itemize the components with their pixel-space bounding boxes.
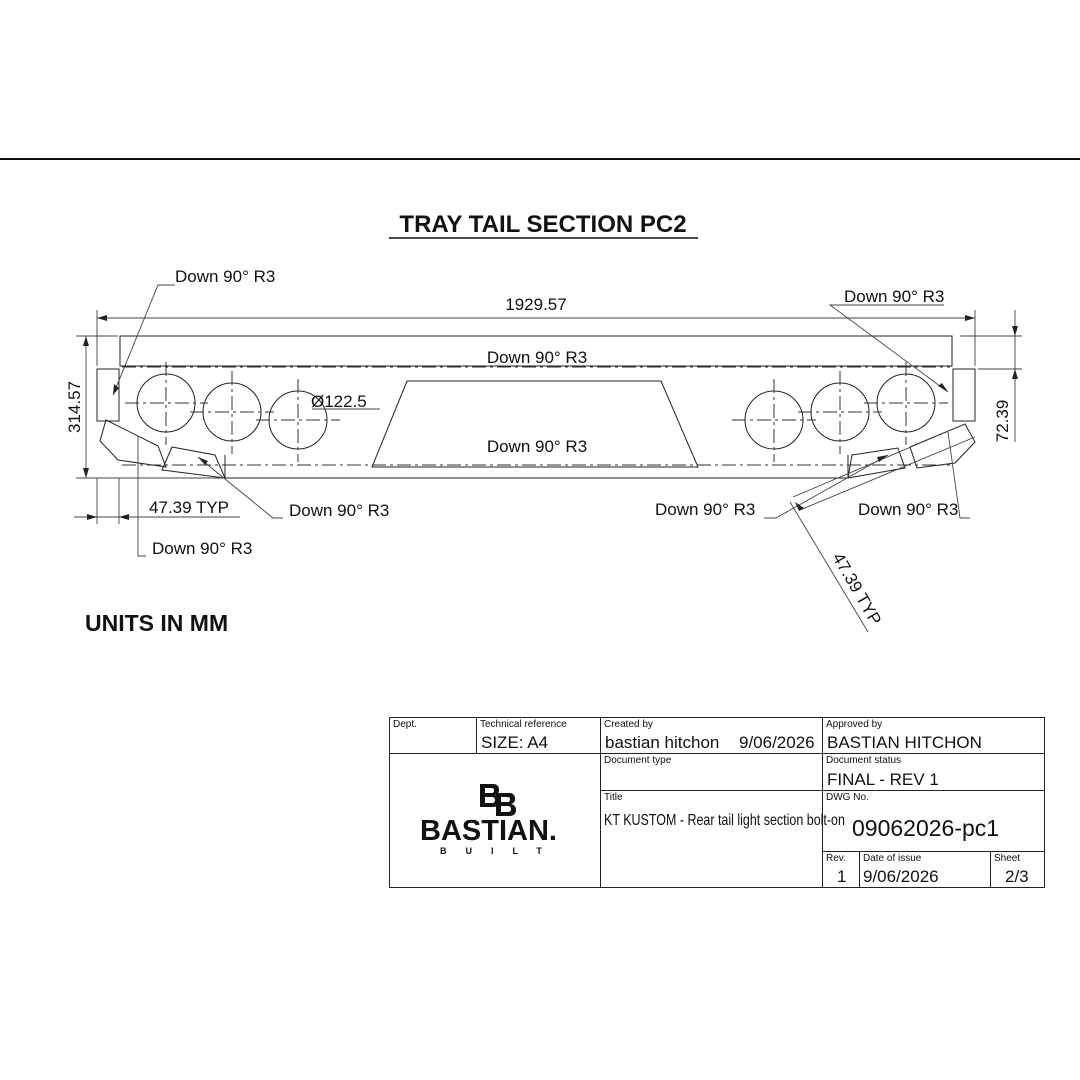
dwg-label: DWG No.	[826, 792, 869, 803]
sheet-label: Sheet	[994, 853, 1021, 864]
callout-bottom-right-mid: Down 90° R3	[655, 500, 756, 519]
dept-cell	[390, 718, 477, 754]
units-note: UNITS IN MM	[85, 610, 229, 636]
callout-top-right: Down 90° R3	[844, 287, 945, 306]
callout-center-bottom: Down 90° R3	[486, 437, 588, 456]
created-date-value: 9/06/2026	[739, 733, 815, 752]
dept-label: Dept.	[393, 719, 417, 730]
dim-overall-height: 314.57	[65, 381, 84, 433]
callout-center-top: Down 90° R3	[486, 348, 588, 367]
dwg-value: 09062026-pc1	[852, 815, 1000, 841]
approved-by-label: Approved by	[826, 719, 883, 730]
doc-type-label: Document type	[604, 755, 672, 766]
doc-status-cell	[823, 754, 1044, 791]
callout-bottom-right: Down 90° R3	[858, 500, 959, 519]
approved-by-value: BASTIAN HITCHON	[827, 733, 982, 752]
doc-title-value: KT KUSTOM - Rear tail light section bolt-on	[604, 812, 845, 829]
dim-hole-diameter: Ø122.5	[311, 392, 367, 411]
rev-cell	[823, 852, 860, 887]
doc-type-cell	[601, 754, 823, 791]
created-by-value: bastian hitchon	[605, 733, 720, 752]
dim-tab-width-left: 47.39 TYP	[149, 498, 230, 517]
doc-title-label: Title	[604, 792, 623, 803]
callout-bottom-left-mid: Down 90° R3	[289, 501, 390, 520]
dim-tab-width-right: 47.39 TYP	[828, 549, 886, 629]
created-by-cell	[601, 718, 823, 754]
doc-status-value: FINAL - REV 1	[827, 770, 939, 789]
bastian-logo-mark-icon	[478, 783, 518, 817]
dim-tab-height: 72.39	[993, 399, 1012, 443]
callout-bottom-left-low: Down 90° R3	[152, 539, 253, 558]
rev-label: Rev.	[826, 853, 846, 864]
rev-value: 1	[837, 867, 847, 886]
tech-ref-label: Technical reference	[480, 719, 567, 730]
tech-ref-value: SIZE: A4	[481, 733, 549, 752]
issue-date-cell	[860, 852, 991, 887]
sheet-cell	[991, 852, 1044, 887]
approved-by-cell	[823, 718, 1044, 754]
arrowheads	[83, 315, 1018, 520]
doc-status-label: Document status	[826, 755, 902, 766]
dwg-cell	[823, 791, 1044, 852]
created-by-label: Created by	[604, 719, 653, 730]
logo-wordmark: BASTIAN.	[420, 815, 557, 847]
callout-top-left: Down 90° R3	[175, 267, 276, 286]
sheet-value: 2/3	[1005, 867, 1029, 886]
issue-date-value: 9/06/2026	[863, 867, 939, 886]
issue-date-label: Date of issue	[863, 853, 922, 864]
drawing-title: TRAY TAIL SECTION PC2	[399, 211, 687, 238]
doc-title-cell	[601, 791, 823, 887]
tech-ref-cell	[477, 718, 601, 754]
logo-subtitle: BUILT	[440, 846, 561, 856]
dim-overall-length: 1929.57	[505, 295, 567, 314]
